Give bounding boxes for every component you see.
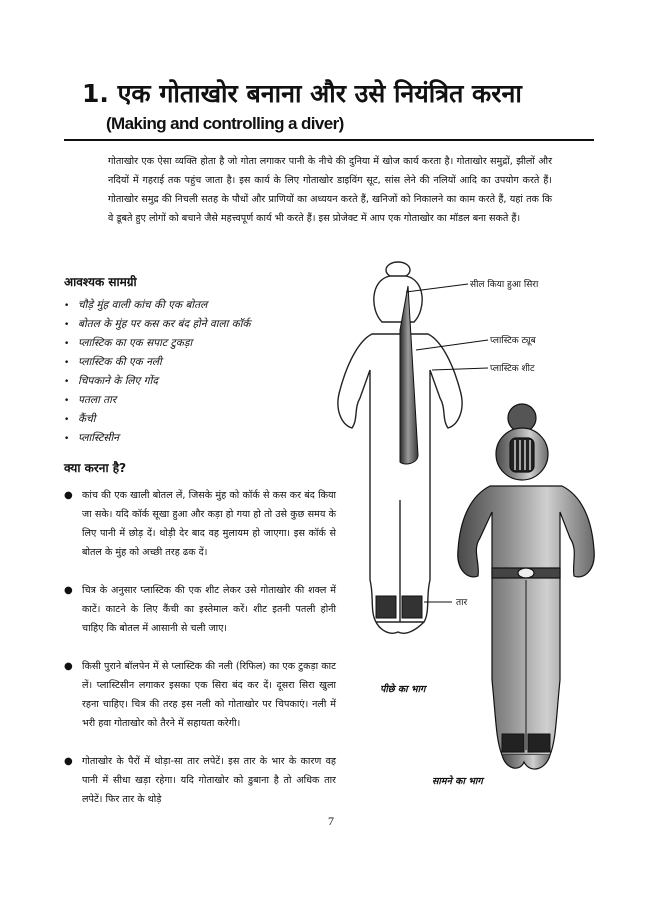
title-divider	[64, 139, 594, 141]
bullet: •	[64, 320, 70, 330]
material-text: बोतल के मुंह पर कस कर बंद होने वाला कॉर्क	[78, 318, 251, 330]
bullet: •	[64, 339, 70, 349]
list-item	[64, 410, 354, 429]
bullet: •	[64, 301, 70, 311]
bullet: ●	[64, 490, 73, 501]
bullet: •	[64, 377, 70, 387]
list-item	[64, 372, 354, 391]
procedure-step	[64, 486, 336, 562]
material-text: पतला तार	[78, 394, 117, 406]
label-sealed-end: सील किया हुआ सिरा	[470, 280, 539, 290]
material-text: प्लास्टिसीन	[78, 432, 120, 444]
material-text: कैंची	[78, 413, 96, 425]
label-plastic-sheet: प्लास्टिक शीट	[490, 364, 535, 374]
material-text: प्लास्टिक का एक सपाट टुकड़ा	[78, 337, 193, 349]
bullet: ●	[64, 585, 73, 596]
material-text: चिपकाने के लिए गोंद	[78, 375, 158, 387]
page-number: 7	[328, 814, 334, 828]
procedure-step	[64, 581, 336, 638]
procedure-heading: क्या करना है?	[64, 461, 127, 475]
page-subtitle: (Making and controlling a diver)	[106, 114, 344, 133]
bullet: •	[64, 396, 70, 406]
step-text: किसी पुराने बॉलपेन में से प्लास्टिक की नली (रिफिल) का एक टुकड़ा काट लें। प्लास्टिसीन लगाकर इसका एक सिरा बंद कर दें। दूसरा सिरा खुला रहना चाहिए। चित्र की तरह इस नली को गोताखोर पर चिपकाएं। नली में भरी हवा गोताखोर को तैरने में सहायता करेगी।	[82, 661, 336, 729]
list-item	[64, 334, 354, 353]
step-text: कांच की एक खाली बोतल लें, जिसके मुंह को कॉर्क से कस कर बंद किया जा सके। यदि कॉर्क सूखा हुआ और कड़ा हो गया हो तो उसे कुछ समय के लिए पानी में छोड़ दें। थोड़ी देर बाद वह मुलायम हो जाएगा। इस कॉर्क से बोतल के मुंह को अच्छी तरह ढक दें।	[82, 490, 336, 558]
material-text: चौड़े मुंह वाली कांच की एक बोतल	[78, 299, 208, 311]
caption-back-view: पीछे का भाग	[380, 684, 426, 695]
list-item	[64, 429, 354, 448]
list-item	[64, 296, 354, 315]
bullet: ●	[64, 661, 73, 672]
materials-list	[64, 296, 354, 448]
intro-paragraph: गोताखोर एक ऐसा व्यक्ति होता है जो गोता लगाकर पानी के नीचे की दुनिया में खोज कार्य करता है। गोताखोर समुद्रों, झीलों और नदियों में गहराई तक पहुंच जाता है। इस कार्य के लिए गोताखोर डाइविंग सूट, सांस लेने की नलियों आदि का उपयोग करते हैं। गोताखोर समुद्र की निचली सतह के पौधों और प्राणियों का अध्ययन करते हैं, खनिजों को निकालने का काम करते हैं, यहां तक कि वे डूबते हुए लोगों को बचाने जैसे महत्त्वपूर्ण कार्य भी करते हैं। इस प्रोजेक्ट में आप एक गोताखोर का मॉडल बना सकते हैं।	[108, 156, 552, 224]
procedure-step	[64, 657, 336, 733]
bullet: ●	[64, 756, 73, 767]
bullet: •	[64, 415, 70, 425]
list-item	[64, 391, 354, 410]
procedure-step	[64, 752, 336, 809]
label-plastic-tube: प्लास्टिक ट्यूब	[490, 336, 536, 346]
diver-illustration	[320, 250, 660, 810]
front-view-diver	[458, 404, 594, 769]
material-text: प्लास्टिक की एक नली	[78, 356, 162, 368]
step-text: चित्र के अनुसार प्लास्टिक की एक शीट लेकर उसे गोताखोर की शक्ल में काटें। काटने के लिए कैंची का इस्तेमाल करें। शीट इतनी पतली होनी चाहिए कि बोतल में आसानी से चली जाए।	[82, 585, 336, 634]
page-title: 1. एक गोताखोर बनाना और उसे नियंत्रित करना	[82, 79, 522, 108]
list-item	[64, 315, 354, 334]
bullet: •	[64, 358, 70, 368]
bullet: •	[64, 434, 70, 444]
label-wire: तार	[456, 598, 468, 608]
list-item	[64, 353, 354, 372]
materials-heading: आवश्यक सामग्री	[64, 275, 137, 289]
step-text: गोताखोर के पैरों में थोड़ा-सा तार लपेटें। इस तार के भार के कारण वह पानी में सीधा खड़ा रहेगा। यदि गोताखोर को डुबाना है तो अधिक तार लपेटें। फिर तार के थोड़े	[82, 756, 336, 805]
caption-front-view: सामने का भाग	[432, 776, 483, 787]
